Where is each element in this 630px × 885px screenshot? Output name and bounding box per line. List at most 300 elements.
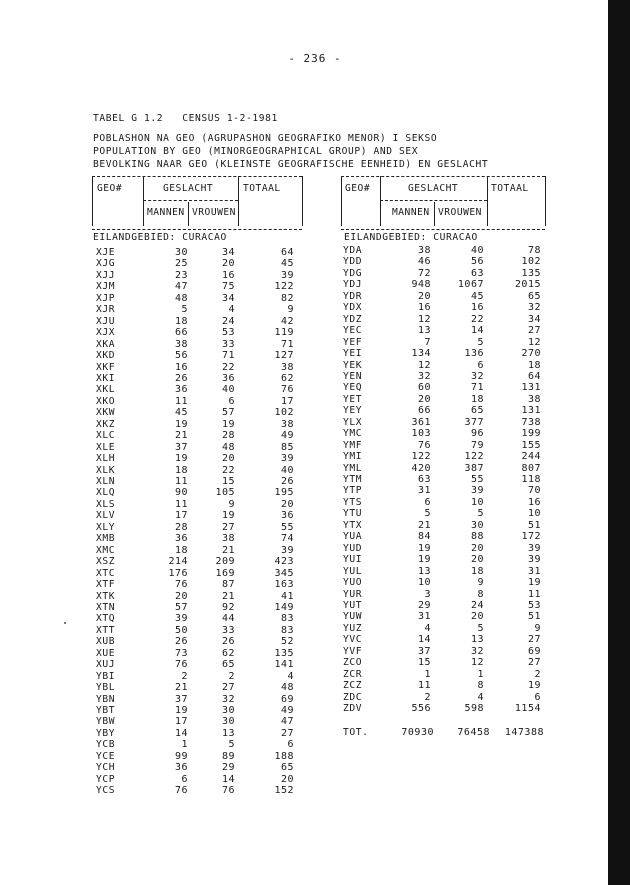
mannen-value: 2 <box>424 691 431 703</box>
geo-code: XTK <box>96 590 116 602</box>
mannen-header: MANNEN <box>392 207 430 218</box>
geo-code: YUZ <box>343 622 363 634</box>
geo-code: YCH <box>96 762 116 774</box>
mannen-value: 20 <box>174 590 188 602</box>
total-vrouwen: 76458 <box>457 727 490 738</box>
vrouwen-value: 20 <box>221 258 235 270</box>
mannen-value: 5 <box>181 304 188 316</box>
vrouwen-value: 22 <box>221 464 235 476</box>
vrouwen-value: 44 <box>221 613 235 625</box>
vrouwen-value: 1067 <box>457 279 484 291</box>
geo-code: XJJ <box>96 269 116 281</box>
vrouwen-value: 30 <box>221 705 235 716</box>
geo-code: YVF <box>343 645 363 657</box>
totaal-value: 45 <box>280 258 294 270</box>
totaal-value: 69 <box>280 693 294 705</box>
geo-code: XJX <box>96 327 116 339</box>
geo-code: YEY <box>343 405 363 417</box>
geo-code: XKD <box>96 350 116 362</box>
eilandgebied-label: EILANDGEBIED: CURACAO <box>344 232 478 243</box>
totaal-value: 807 <box>521 462 541 474</box>
vrouwen-value: 4 <box>477 691 484 703</box>
mannen-value: 32 <box>417 370 431 382</box>
totaal-value: 64 <box>527 370 541 382</box>
vrouwen-value: 56 <box>470 256 484 268</box>
mannen-value: 39 <box>174 613 188 625</box>
page-number: - 236 - <box>288 52 342 65</box>
vrouwen-value: 136 <box>464 348 484 360</box>
totaal-value: 155 <box>521 439 541 451</box>
geo-code: YTS <box>343 496 363 508</box>
totaal-value: 135 <box>274 647 294 659</box>
totaal-value: 70 <box>527 485 541 497</box>
mannen-value: 26 <box>174 636 188 648</box>
mannen-value: 29 <box>417 599 431 611</box>
totaal-value: 20 <box>280 498 294 510</box>
totaal-value: 270 <box>521 348 541 360</box>
mannen-value: 214 <box>168 556 188 568</box>
mannen-value: 11 <box>174 498 188 510</box>
geo-code: XJP <box>96 292 116 304</box>
mannen-value: 14 <box>174 727 188 739</box>
mannen-value: 50 <box>174 624 188 636</box>
mannen-value: 103 <box>411 428 431 440</box>
mannen-value: 76 <box>174 579 188 591</box>
mannen-value: 18 <box>174 315 188 327</box>
mannen-value: 38 <box>417 245 431 256</box>
totaal-value: 52 <box>280 636 294 648</box>
geo-code: YBN <box>96 693 116 705</box>
mannen-value: 19 <box>417 542 431 554</box>
totaal-value: 78 <box>527 245 541 256</box>
geo-code: YCP <box>96 773 116 785</box>
vrouwen-value: 13 <box>470 634 484 646</box>
vrouwen-value: 65 <box>221 659 235 671</box>
geo-code: XJU <box>96 315 116 327</box>
totaal-value: 2 <box>534 668 541 680</box>
mannen-value: 76 <box>417 439 431 451</box>
totaal-value: 4 <box>287 670 294 682</box>
vrouwen-value: 9 <box>477 577 484 589</box>
vrouwen-value: 79 <box>470 439 484 451</box>
totaal-value: 39 <box>280 269 294 281</box>
mannen-value: 10 <box>417 577 431 589</box>
mannen-value: 6 <box>181 773 188 785</box>
title-english: POPULATION BY GEO (MINORGEOGRAPHICAL GROUP) AND SEX <box>93 146 419 157</box>
mannen-value: 5 <box>424 508 431 520</box>
vrouwen-value: 20 <box>470 542 484 554</box>
vrouwen-value: 5 <box>228 739 235 751</box>
geo-code: YML <box>343 462 363 474</box>
mannen-value: 48 <box>174 292 188 304</box>
totaal-value: 135 <box>521 267 541 279</box>
mannen-value: 18 <box>174 464 188 476</box>
vrouwen-value: 5 <box>477 622 484 634</box>
vrouwen-value: 20 <box>470 611 484 623</box>
mannen-value: 56 <box>174 350 188 362</box>
vrouwen-value: 53 <box>221 327 235 339</box>
vrouwen-value: 71 <box>221 350 235 362</box>
mannen-value: 13 <box>417 565 431 577</box>
geo-code: XJE <box>96 247 116 258</box>
mannen-value: 11 <box>417 680 431 692</box>
vrouwen-value: 8 <box>477 680 484 692</box>
vrouwen-value: 14 <box>221 773 235 785</box>
geslacht-header: GESLACHT <box>408 183 459 194</box>
total-mannen: 70930 <box>401 727 434 738</box>
geo-code: YDD <box>343 256 363 268</box>
vrouwen-value: 13 <box>221 727 235 739</box>
vrouwen-value: 24 <box>221 315 235 327</box>
geo-code: YEI <box>343 348 363 360</box>
mannen-value: 99 <box>174 750 188 762</box>
totaal-value: 199 <box>521 428 541 440</box>
totaal-value: 152 <box>274 785 294 797</box>
totaal-value: 62 <box>280 372 294 384</box>
scan-edge-shadow <box>608 0 630 885</box>
geo-code: ZDV <box>343 703 363 714</box>
geo-code: YVC <box>343 634 363 646</box>
geo-code: YUR <box>343 588 363 600</box>
totaal-value: 244 <box>521 451 541 463</box>
totaal-header: TOTAAL <box>243 183 281 194</box>
geo-code: XTC <box>96 567 116 579</box>
vrouwen-value: 88 <box>470 531 484 543</box>
geo-code: XKF <box>96 361 116 373</box>
vrouwen-value: 96 <box>470 428 484 440</box>
geo-code: YEC <box>343 325 363 337</box>
mannen-value: 60 <box>417 382 431 394</box>
geo-code: YET <box>343 393 363 405</box>
vrouwen-value: 15 <box>221 476 235 487</box>
vrouwen-value: 36 <box>221 372 235 384</box>
mannen-value: 30 <box>174 247 188 258</box>
totaal-value: 32 <box>527 302 541 314</box>
totaal-value: 39 <box>280 453 294 465</box>
totaal-value: 102 <box>274 407 294 419</box>
geo-code: YDA <box>343 245 363 256</box>
vrouwen-value: 27 <box>221 682 235 694</box>
mannen-value: 38 <box>174 338 188 350</box>
totaal-value: 83 <box>280 613 294 625</box>
geo-code: XUJ <box>96 659 116 671</box>
vrouwen-value: 10 <box>470 496 484 508</box>
title-dutch: BEVOLKING NAAR GEO (KLEINSTE GEOGRAFISCHE EENHEID) EN GESLACHT <box>93 159 489 170</box>
vrouwen-value: 21 <box>221 590 235 602</box>
geo-code: ZCR <box>343 668 363 680</box>
vrouwen-value: 48 <box>221 441 235 453</box>
geo-code: YDZ <box>343 313 363 325</box>
totaal-value: 2015 <box>514 279 541 291</box>
totaal-value: 76 <box>280 384 294 396</box>
vrouwen-value: 21 <box>221 544 235 556</box>
mannen-value: 16 <box>417 302 431 314</box>
totaal-value: 20 <box>280 773 294 785</box>
geo-code: YCE <box>96 750 116 762</box>
mannen-value: 19 <box>174 705 188 716</box>
mannen-value: 134 <box>411 348 431 360</box>
mannen-value: 7 <box>424 336 431 348</box>
geo-code: YBW <box>96 716 116 728</box>
geo-code: ZCO <box>343 657 363 669</box>
totaal-value: 69 <box>527 645 541 657</box>
mannen-value: 63 <box>417 474 431 485</box>
vrouwen-header: VROUWEN <box>438 207 482 218</box>
vrouwen-value: 32 <box>221 693 235 705</box>
totaal-value: 127 <box>274 350 294 362</box>
totaal-value: 1154 <box>514 703 541 714</box>
mannen-value: 14 <box>417 634 431 646</box>
mannen-value: 37 <box>174 441 188 453</box>
totaal-value: 102 <box>521 256 541 268</box>
mannen-value: 3 <box>424 588 431 600</box>
vrouwen-value: 105 <box>215 487 235 499</box>
vrouwen-value: 387 <box>464 462 484 474</box>
vrouwen-value: 377 <box>464 416 484 428</box>
vrouwen-value: 598 <box>464 703 484 714</box>
geslacht-header: GESLACHT <box>163 183 214 194</box>
geo-code: ZCZ <box>343 680 363 692</box>
geo-code: YTP <box>343 485 363 497</box>
vrouwen-value: 92 <box>221 601 235 613</box>
vrouwen-value: 45 <box>470 290 484 302</box>
totaal-value: 55 <box>280 521 294 533</box>
totaal-value: 11 <box>527 588 541 600</box>
geo-code: YDX <box>343 302 363 314</box>
totaal-value: 9 <box>287 304 294 316</box>
mannen-value: 1 <box>424 668 431 680</box>
mannen-value: 36 <box>174 762 188 774</box>
vrouwen-value: 71 <box>470 382 484 394</box>
mannen-value: 17 <box>174 510 188 522</box>
totaal-value: 38 <box>527 393 541 405</box>
geo-code: YCS <box>96 785 116 797</box>
vrouwen-value: 40 <box>470 245 484 256</box>
geo-code: YUW <box>343 611 363 623</box>
geo-code: XLC <box>96 430 116 442</box>
scan-speck <box>64 622 66 624</box>
totaal-value: 27 <box>527 657 541 669</box>
vrouwen-value: 16 <box>221 269 235 281</box>
total-label: TOT. <box>343 727 369 738</box>
mannen-value: 556 <box>411 703 431 714</box>
vrouwen-value: 39 <box>470 485 484 497</box>
totaal-value: 39 <box>527 542 541 554</box>
totaal-value: 27 <box>280 727 294 739</box>
totaal-value: 26 <box>280 476 294 487</box>
geo-code: YMC <box>343 428 363 440</box>
vrouwen-value: 4 <box>228 304 235 316</box>
geo-code: ZDC <box>343 691 363 703</box>
geo-code: XJM <box>96 281 116 293</box>
totaal-value: 82 <box>280 292 294 304</box>
geo-code: YLX <box>343 416 363 428</box>
mannen-value: 23 <box>174 269 188 281</box>
geo-header: GEO# <box>345 183 371 194</box>
geo-code: XKA <box>96 338 116 350</box>
vrouwen-value: 20 <box>470 554 484 566</box>
vrouwen-value: 38 <box>221 533 235 545</box>
totaal-value: 6 <box>534 691 541 703</box>
vrouwen-value: 57 <box>221 407 235 419</box>
totaal-value: 53 <box>527 599 541 611</box>
mannen-value: 66 <box>417 405 431 417</box>
geo-code: XMC <box>96 544 116 556</box>
geo-code: XJG <box>96 258 116 270</box>
vrouwen-value: 33 <box>221 338 235 350</box>
vrouwen-value: 6 <box>477 359 484 371</box>
geo-code: YTU <box>343 508 363 520</box>
geo-header: GEO# <box>97 183 123 194</box>
vrouwen-value: 30 <box>221 716 235 728</box>
mannen-value: 45 <box>174 407 188 419</box>
vrouwen-value: 28 <box>221 430 235 442</box>
mannen-value: 76 <box>174 785 188 797</box>
geo-code: XKW <box>96 407 116 419</box>
mannen-value: 2 <box>181 670 188 682</box>
geo-code: YBL <box>96 682 116 694</box>
geo-code: YTM <box>343 474 363 485</box>
totaal-value: 17 <box>280 395 294 407</box>
vrouwen-value: 18 <box>470 565 484 577</box>
vrouwen-value: 27 <box>221 521 235 533</box>
vrouwen-value: 18 <box>470 393 484 405</box>
mannen-value: 11 <box>174 476 188 487</box>
mannen-value: 19 <box>174 453 188 465</box>
totaal-value: 39 <box>280 544 294 556</box>
vrouwen-value: 20 <box>221 453 235 465</box>
vrouwen-value: 32 <box>470 645 484 657</box>
vrouwen-value: 22 <box>470 313 484 325</box>
vrouwen-value: 22 <box>221 361 235 373</box>
vrouwen-value: 169 <box>215 567 235 579</box>
geo-code: XLK <box>96 464 116 476</box>
totaal-value: 16 <box>527 496 541 508</box>
totaal-value: 41 <box>280 590 294 602</box>
mannen-value: 28 <box>174 521 188 533</box>
vrouwen-value: 34 <box>221 247 235 258</box>
geo-code: XJR <box>96 304 116 316</box>
vrouwen-value: 2 <box>228 670 235 682</box>
vrouwen-value: 29 <box>221 762 235 774</box>
totaal-value: 49 <box>280 705 294 716</box>
mannen-value: 122 <box>411 451 431 463</box>
totaal-value: 119 <box>274 327 294 339</box>
mannen-value: 21 <box>417 519 431 531</box>
vrouwen-value: 12 <box>470 657 484 669</box>
mannen-value: 21 <box>174 430 188 442</box>
vrouwen-value: 34 <box>221 292 235 304</box>
eilandgebied-label: EILANDGEBIED: CURACAO <box>93 232 227 243</box>
vrouwen-value: 87 <box>221 579 235 591</box>
totaal-value: 48 <box>280 682 294 694</box>
table-title: TABEL G 1.2 CENSUS 1-2-1981 <box>93 113 278 124</box>
totaal-value: 163 <box>274 579 294 591</box>
mannen-value: 19 <box>174 418 188 430</box>
totaal-value: 131 <box>521 405 541 417</box>
totaal-value: 47 <box>280 716 294 728</box>
totaal-value: 27 <box>527 325 541 337</box>
geo-code: XKO <box>96 395 116 407</box>
totaal-value: 38 <box>280 361 294 373</box>
totaal-value: 65 <box>527 290 541 302</box>
mannen-value: 948 <box>411 279 431 291</box>
totaal-value: 19 <box>527 680 541 692</box>
totaal-value: 195 <box>274 487 294 499</box>
geo-code: YEK <box>343 359 363 371</box>
totaal-value: 65 <box>280 762 294 774</box>
mannen-value: 26 <box>174 372 188 384</box>
vrouwen-value: 30 <box>470 519 484 531</box>
totaal-value: 83 <box>280 624 294 636</box>
geo-code: YEN <box>343 370 363 382</box>
totaal-value: 122 <box>274 281 294 293</box>
geo-code: YMF <box>343 439 363 451</box>
mannen-value: 31 <box>417 611 431 623</box>
mannen-value: 20 <box>417 393 431 405</box>
geo-code: XLN <box>96 476 116 487</box>
vrouwen-value: 55 <box>470 474 484 485</box>
totaal-value: 51 <box>527 519 541 531</box>
geo-code: XMB <box>96 533 116 545</box>
geo-code: YBI <box>96 670 116 682</box>
totaal-value: 38 <box>280 418 294 430</box>
vrouwen-value: 19 <box>221 418 235 430</box>
geo-code: YUO <box>343 577 363 589</box>
mannen-value: 36 <box>174 384 188 396</box>
mannen-value: 36 <box>174 533 188 545</box>
mannen-value: 20 <box>417 290 431 302</box>
totaal-value: 36 <box>280 510 294 522</box>
vrouwen-value: 122 <box>464 451 484 463</box>
totaal-value: 9 <box>534 622 541 634</box>
geo-code: XUE <box>96 647 116 659</box>
geo-code: XKI <box>96 372 116 384</box>
vrouwen-value: 8 <box>477 588 484 600</box>
geo-code: XKZ <box>96 418 116 430</box>
vrouwen-value: 9 <box>228 498 235 510</box>
mannen-value: 72 <box>417 267 431 279</box>
geo-code: YUA <box>343 531 363 543</box>
title-papiamentu: POBLASHON NA GEO (AGRUPASHON GEOGRAFIKO MENOR) I SEKSO <box>93 133 438 144</box>
totaal-value: 27 <box>527 634 541 646</box>
geo-code: YUI <box>343 554 363 566</box>
vrouwen-value: 26 <box>221 636 235 648</box>
mannen-value: 57 <box>174 601 188 613</box>
geo-code: XTT <box>96 624 116 636</box>
vrouwen-value: 5 <box>477 336 484 348</box>
totaal-value: 40 <box>280 464 294 476</box>
mannen-value: 6 <box>424 496 431 508</box>
totaal-value: 12 <box>527 336 541 348</box>
totaal-value: 42 <box>280 315 294 327</box>
mannen-value: 21 <box>174 682 188 694</box>
totaal-value: 738 <box>521 416 541 428</box>
geo-code: YMI <box>343 451 363 463</box>
mannen-header: MANNEN <box>147 207 185 218</box>
geo-code: YUD <box>343 542 363 554</box>
geo-code: YUL <box>343 565 363 577</box>
vrouwen-value: 209 <box>215 556 235 568</box>
geo-code: XTF <box>96 579 116 591</box>
vrouwen-header: VROUWEN <box>192 207 236 218</box>
totaal-value: 149 <box>274 601 294 613</box>
totaal-value: 6 <box>287 739 294 751</box>
mannen-value: 25 <box>174 258 188 270</box>
totaal-value: 85 <box>280 441 294 453</box>
totaal-value: 39 <box>527 554 541 566</box>
vrouwen-value: 75 <box>221 281 235 293</box>
